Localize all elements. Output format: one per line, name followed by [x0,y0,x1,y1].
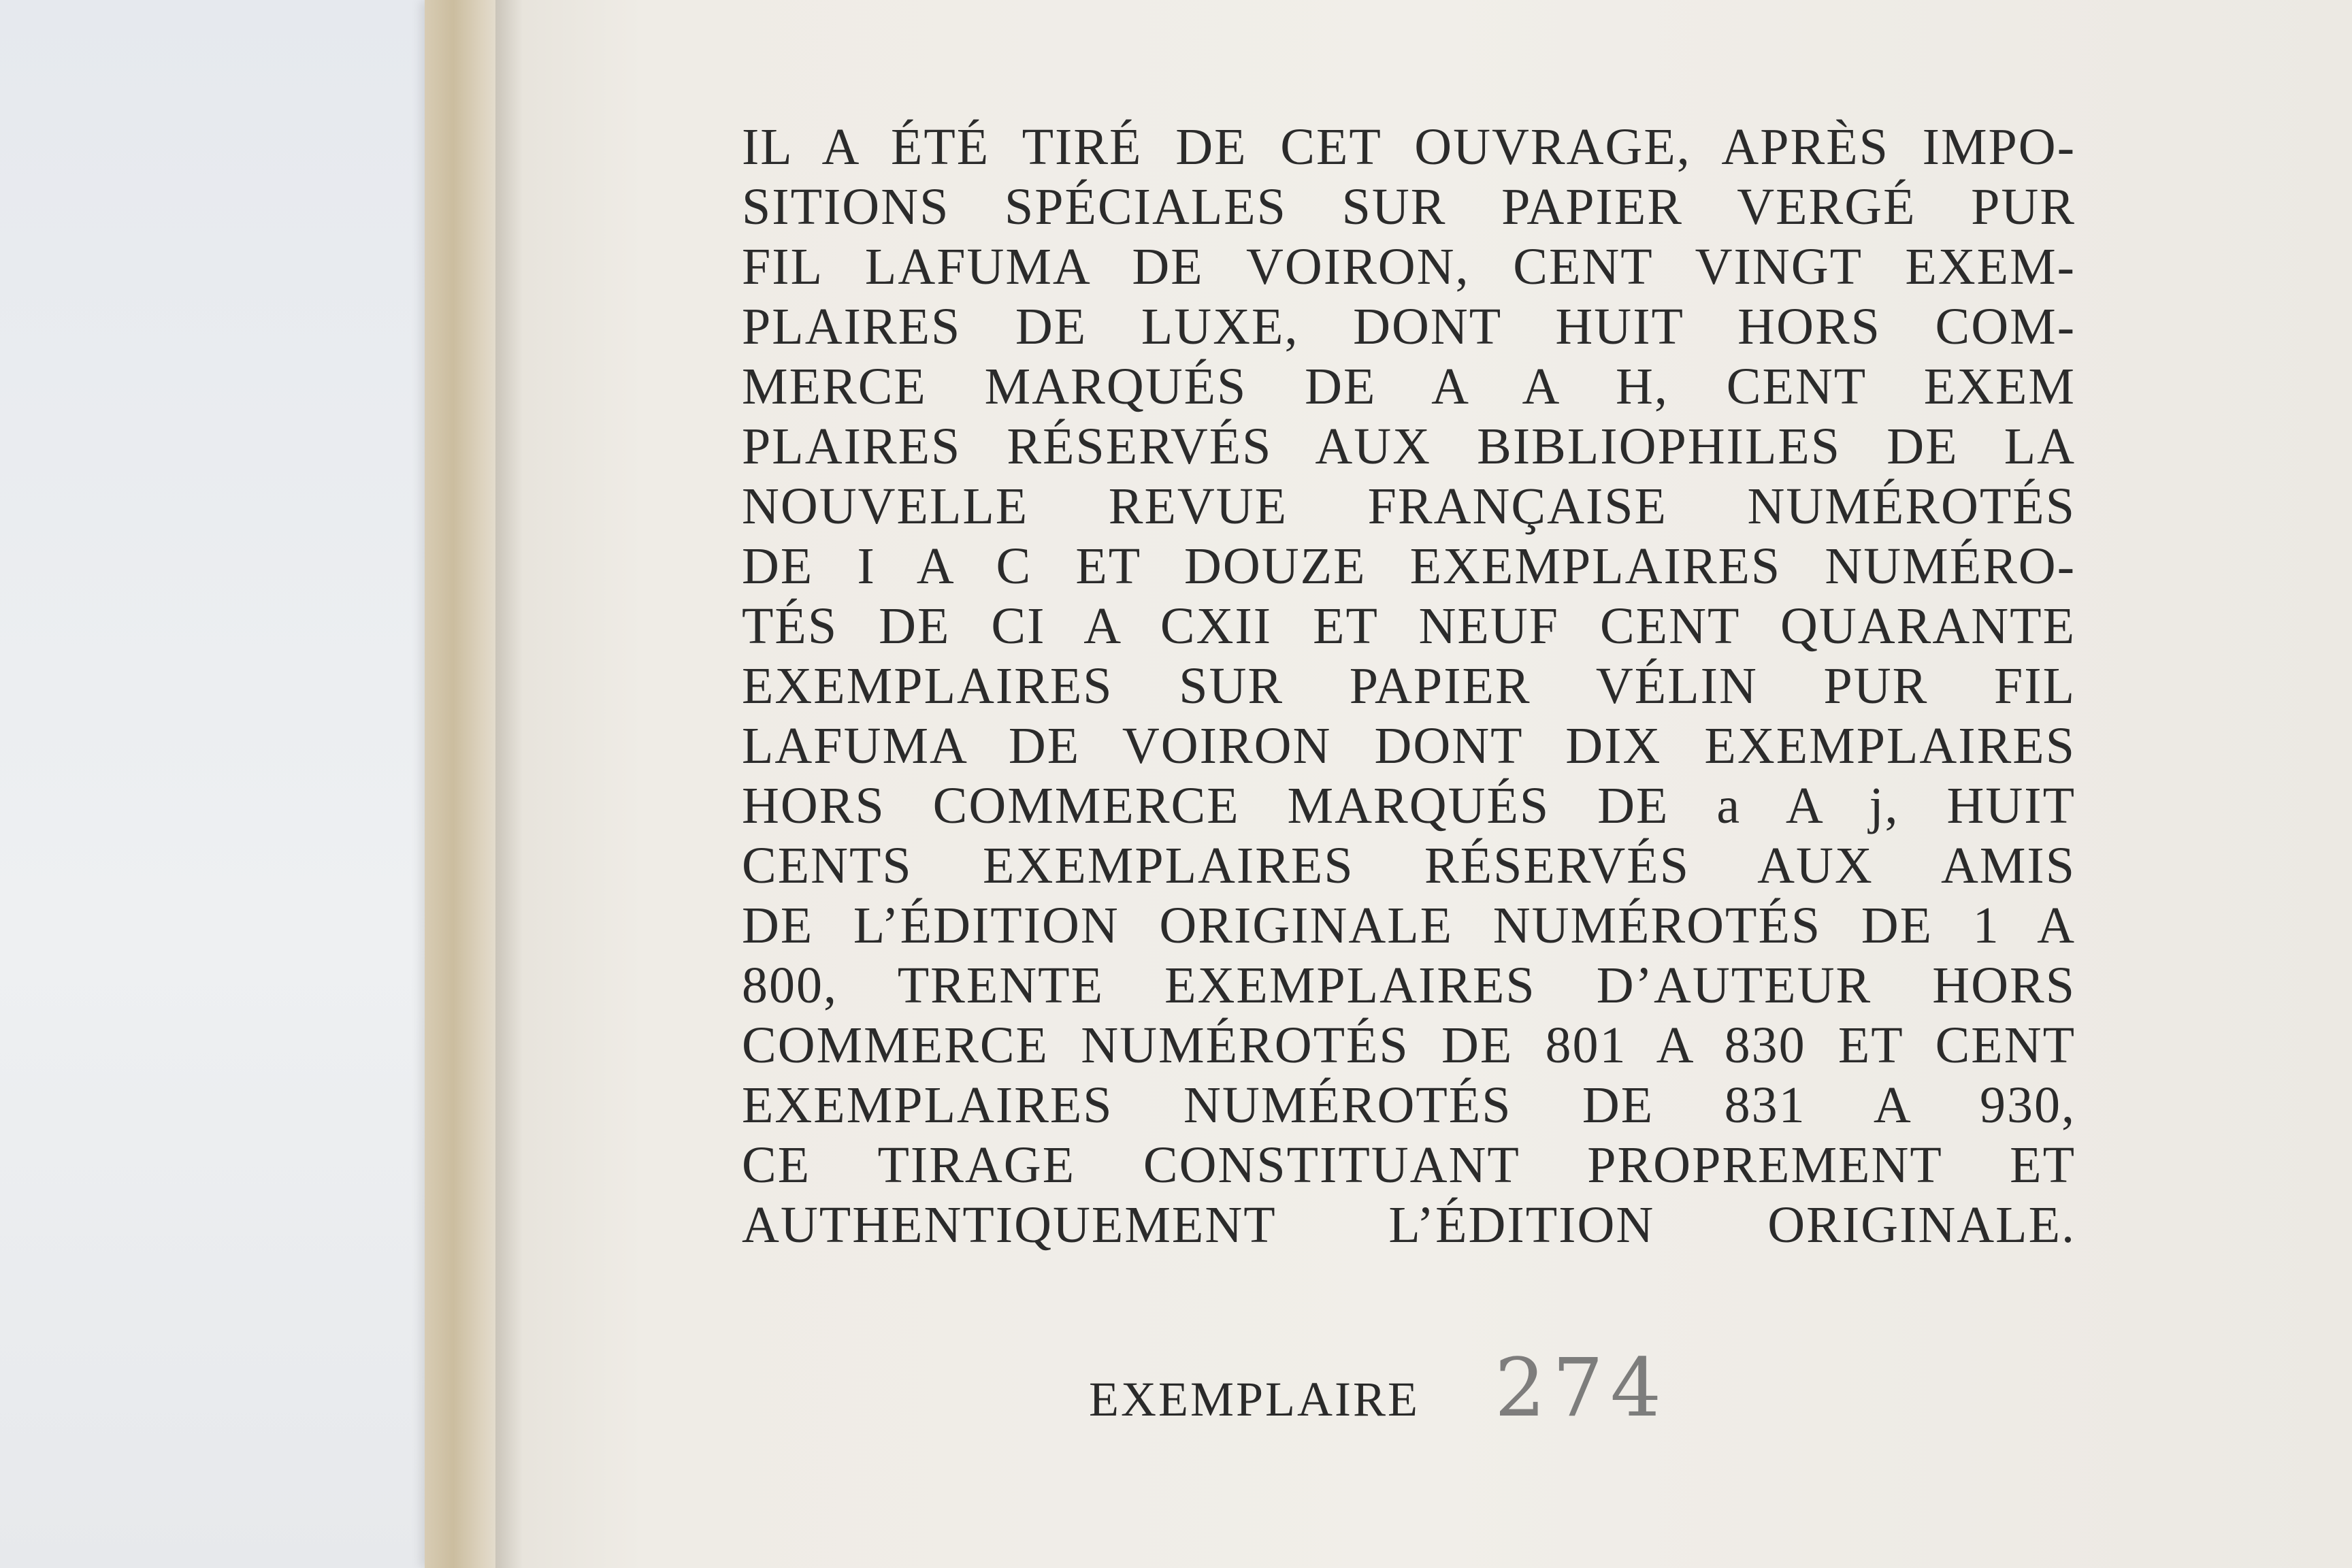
copy-number-value: 274 [1494,1341,1669,1435]
colophon-line: 800, TRENTE EXEMPLAIRES D’AUTEUR HORS [742,957,2076,1014]
colophon-line: DE I A C ET DOUZE EXEMPLAIRES NUMÉRO- [742,538,2076,595]
colophon-line: TÉS DE CI A CXII ET NEUF CENT QUARANTE [742,598,2076,655]
colophon-line: SITIONS SPÉCIALES SUR PAPIER VERGÉ PUR [742,178,2076,235]
colophon-line: PLAIRES RÉSERVÉS AUX BIBLIOPHILES DE LA [742,418,2076,475]
colophon-line: EXEMPLAIRES NUMÉROTÉS DE 831 A 930, [742,1077,2076,1134]
colophon-line: MERCE MARQUÉS DE A A H, CENT EXEM [742,358,2076,415]
colophon-line: COMMERCE NUMÉROTÉS DE 801 A 830 ET CENT [742,1017,2076,1074]
page-edge [425,0,506,1568]
colophon-line: FIL LAFUMA DE VOIRON, CENT VINGT EXEM- [742,238,2076,295]
colophon-line: LAFUMA DE VOIRON DONT DIX EXEMPLAIRES [742,717,2076,774]
colophon-line: EXEMPLAIRES SUR PAPIER VÉLIN PUR FIL [742,657,2076,715]
colophon-line: HORS COMMERCE MARQUÉS DE a A j, HUIT [742,777,2076,834]
colophon-line: DE L’ÉDITION ORIGINALE NUMÉROTÉS DE 1 A [742,897,2076,954]
colophon-line: NOUVELLE REVUE FRANÇAISE NUMÉROTÉS [742,478,2076,535]
colophon-line: CENTS EXEMPLAIRES RÉSERVÉS AUX AMIS [742,837,2076,894]
colophon-line: AUTHENTIQUEMENT L’ÉDITION ORIGINALE. [742,1196,2076,1254]
colophon-line: PLAIRES DE LUXE, DONT HUIT HORS COM- [742,298,2076,355]
copy-number [1089,1341,1669,1435]
colophon-line: IL A ÉTÉ TIRÉ DE CET OUVRAGE, APRÈS IMPO- [742,118,2076,176]
page-gutter-shadow [495,0,523,1568]
colophon-line: CE TIRAGE CONSTITUANT PROPREMENT ET [742,1137,2076,1194]
colophon-text [742,117,2076,1255]
copy-number-label: EXEMPLAIRE [1089,1372,1420,1426]
